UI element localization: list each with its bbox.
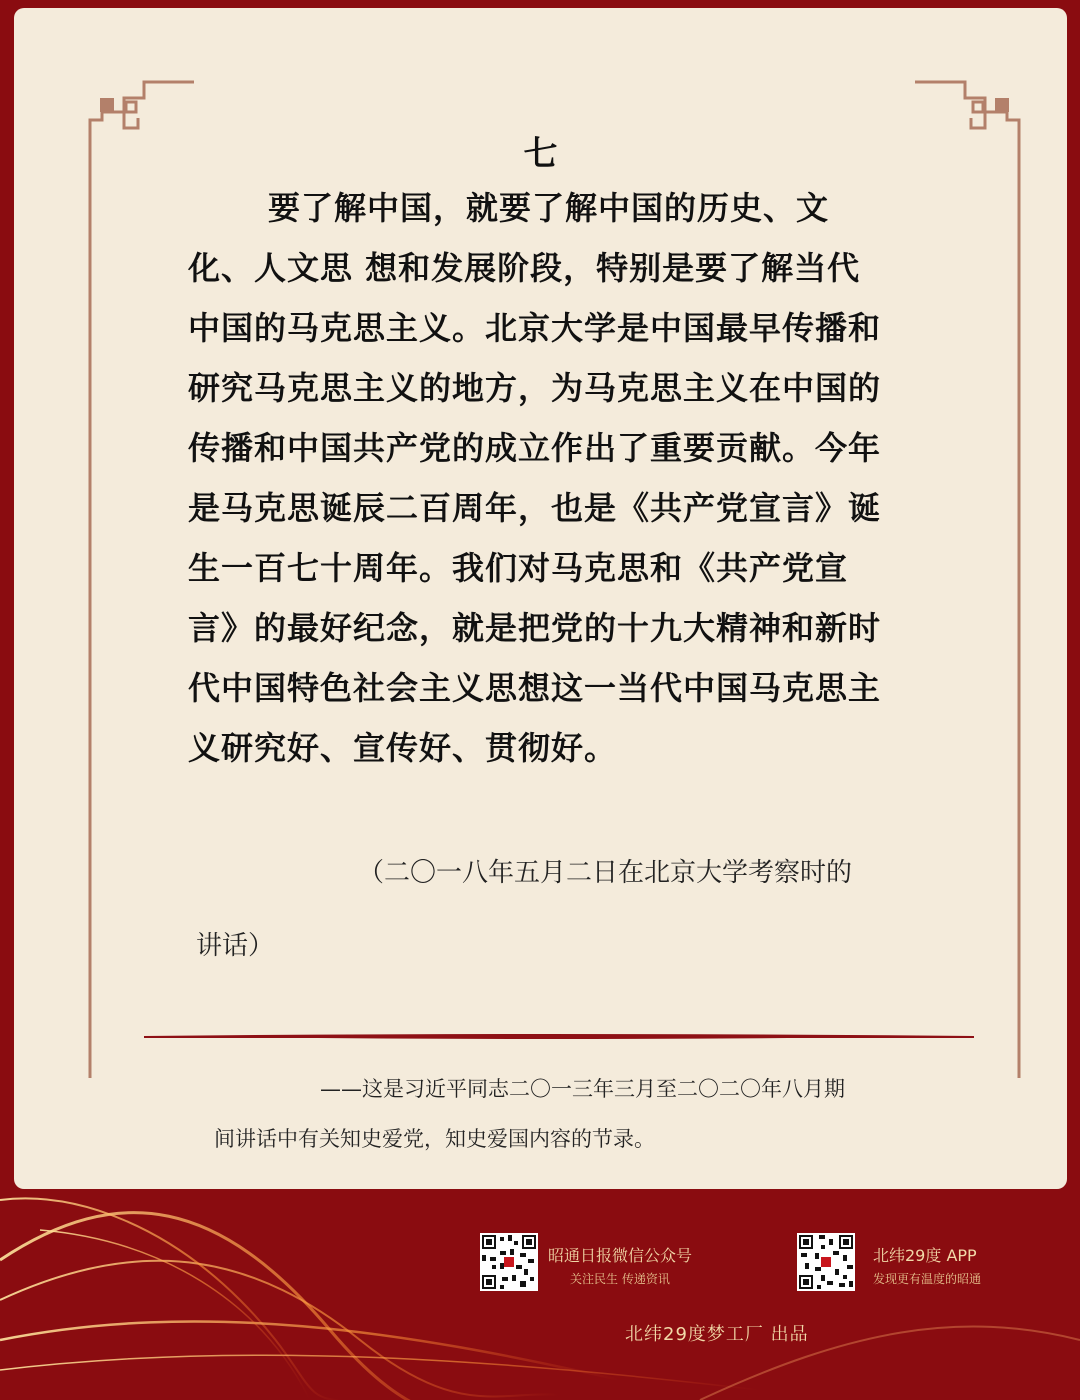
producer-credit: 北纬29度梦工厂 出品 xyxy=(625,1324,809,1345)
wechat-account-subtitle: 关注民生 传递资讯 xyxy=(570,1272,670,1286)
app-title: 北纬29度 APP xyxy=(873,1246,977,1265)
source-note-line-2: 间讲话中有关知史爱党，知史爱国内容的节录。 xyxy=(214,1127,655,1151)
qr-code-icon[interactable] xyxy=(480,1233,538,1291)
source-note-line-1: ——这是习近平同志二〇一三年三月至二〇二〇年八月期 xyxy=(320,1077,845,1101)
citation-line-2: 讲话） xyxy=(196,931,275,961)
quote-body-text: 要了解中国，就要了解中国的历史、文化、人文思 想和发展阶段，特别是要了解当代中国的马克思主义。北京大学是中国最早传播和研究马克思主义的地方，为马克思主义在中国的传播和中国共产党的成立作出了重要贡献。今年是马克思诞辰二百周年，也是《共产党宣言》诞生一百七十周年。我们对马克思和《共产党宣言》的最好纪念，就是把党的十九大精神和新时代中国特色社会主义思想这一当代中国马克思主义研究好、宣传好、贯彻好。 xyxy=(188,189,882,767)
app-subtitle: 发现更有温度的昭通 xyxy=(873,1272,982,1286)
qr-code-icon[interactable] xyxy=(797,1233,855,1291)
wechat-account-title: 昭通日报微信公众号 xyxy=(548,1246,693,1265)
citation-line-1: （二〇一八年五月二日在北京大学考察时的 xyxy=(358,858,853,888)
section-number: 七 xyxy=(523,134,560,174)
